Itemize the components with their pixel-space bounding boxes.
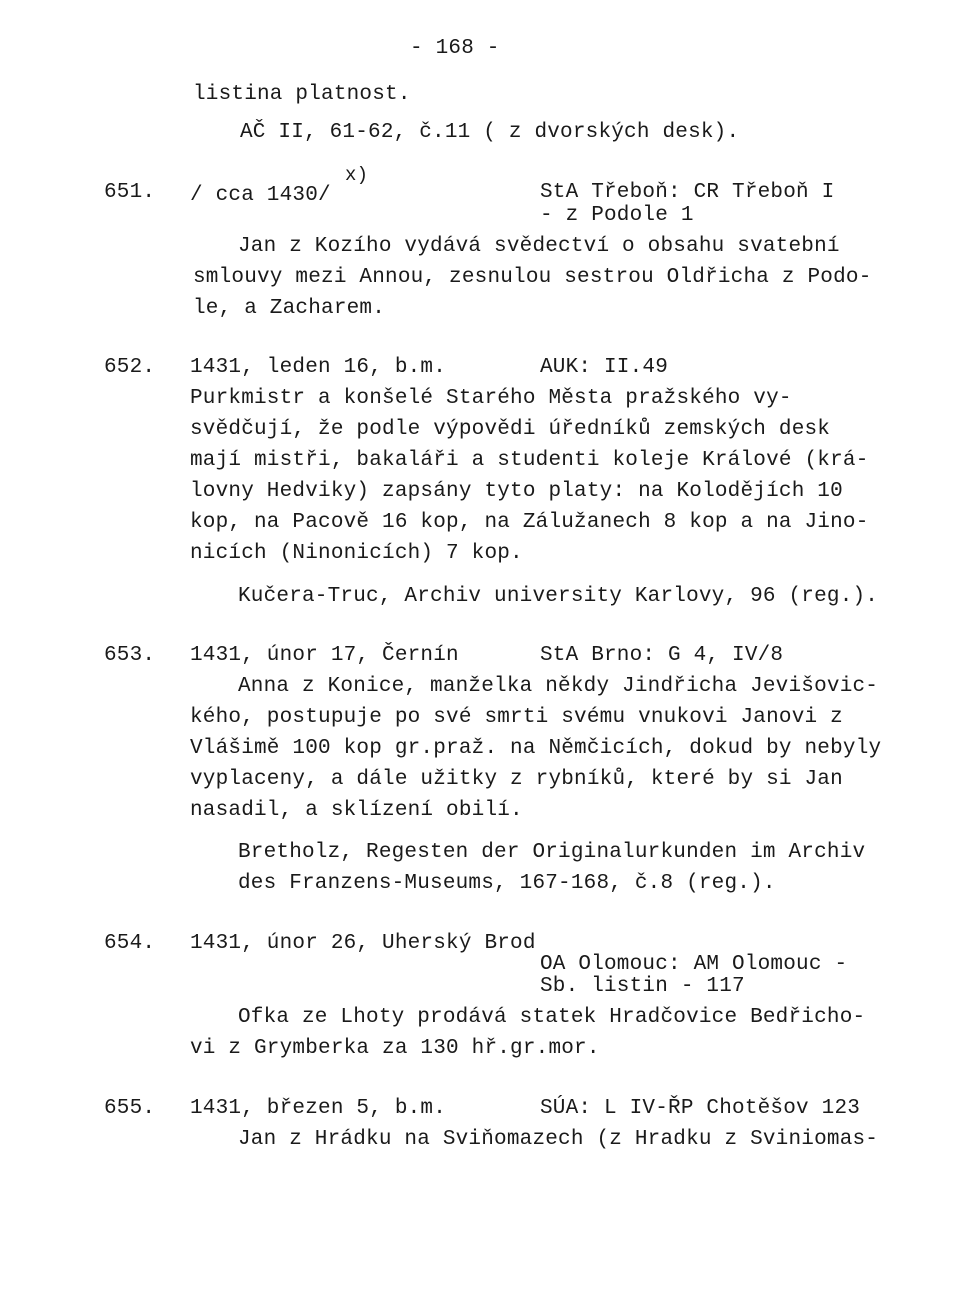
footnote-mark: x) [345, 164, 369, 186]
entry-date: 1431, únor 26, Uherský Brod [190, 932, 536, 955]
entry-archive-line: SÚA: L IV-ŘP Chotěšov 123 [540, 1097, 861, 1120]
entry-text-line: Ofka ze Lhoty prodává statek Hradčovice Bedřicho- [238, 1006, 866, 1029]
entry-archive-line: - z Podole 1 [540, 204, 694, 227]
entry-text-line: mají mistři, bakaláři a studenti koleje Králové (krá- [190, 449, 869, 472]
entry-archive-line: Sb. listin - 117 [540, 975, 745, 998]
entry-text-line: le, a Zacharem. [193, 297, 386, 320]
entry-text-line: Jan z Hrádku na Sviňomazech (z Hradku z Sviniomas- [238, 1128, 879, 1151]
page-number: - 168 - [410, 37, 500, 60]
entry-reference: des Franzens-Museums, 167-168, č.8 (reg.). [238, 872, 776, 895]
entry-archive-line: StA Brno: G 4, IV/8 [540, 644, 784, 667]
entry-text-line: nicích (Ninonicích) 7 kop. [190, 542, 523, 565]
entry-archive-line: StA Třeboň: CR Třeboň I [540, 181, 835, 204]
entry-archive-line: OA Olomouc: AM Olomouc - [540, 953, 848, 976]
entry-text-line: kého, postupuje po své smrti svému vnukovi Janovi z [190, 706, 843, 729]
entry-text-line: Vlášimě 100 kop gr.praž. na Němčicích, dokud by nebyly [190, 737, 882, 760]
entry-text-line: Jan z Kozího vydává svědectví o obsahu svatební [238, 235, 840, 258]
entry-text-line: vi z Grymberka za 130 hř.gr.mor. [190, 1037, 600, 1060]
entry-text-line: nasadil, a sklízení obilí. [190, 799, 523, 822]
entry-text-line: smlouvy mezi Annou, zesnulou sestrou Oldřicha z Podo- [193, 266, 872, 289]
continuation-text: listina platnost. [193, 83, 411, 106]
entry-archive-line: AUK: II.49 [540, 356, 669, 379]
entry-date: 1431, únor 17, Černín [190, 644, 459, 667]
entry-number: 652. [104, 356, 156, 379]
entry-number: 654. [104, 932, 156, 955]
entry-text-line: Purkmistr a konšelé Starého Města pražského vy- [190, 387, 792, 410]
entry-date: 1431, leden 16, b.m. [190, 356, 447, 379]
entry-text-line: Anna z Konice, manželka někdy Jindřicha Jevišovic- [238, 675, 879, 698]
continuation-source: AČ II, 61-62, č.11 ( z dvorských desk). [240, 121, 740, 144]
entry-date: 1431, březen 5, b.m. [190, 1097, 447, 1120]
entry-text-line: lovny Hedviky) zapsány tyto platy: na Kolodějích 10 [190, 480, 843, 503]
entry-number: 651. [104, 181, 156, 204]
entry-text-line: kop, na Pacově 16 kop, na Zálužanech 8 kop a na Jino- [190, 511, 869, 534]
entry-text-line: vyplaceny, a dále užitky z rybníků, které by si Jan [190, 768, 843, 791]
entry-date: / cca 1430/ [190, 184, 331, 207]
entry-number: 653. [104, 644, 156, 667]
entry-reference: Bretholz, Regesten der Originalurkunden im Archiv [238, 841, 866, 864]
entry-reference: Kučera-Truc, Archiv university Karlovy, 96 (reg.). [238, 585, 879, 608]
entry-text-line: svědčují, že podle výpovědi úředníků zemských desk [190, 418, 831, 441]
entry-number: 655. [104, 1097, 156, 1120]
